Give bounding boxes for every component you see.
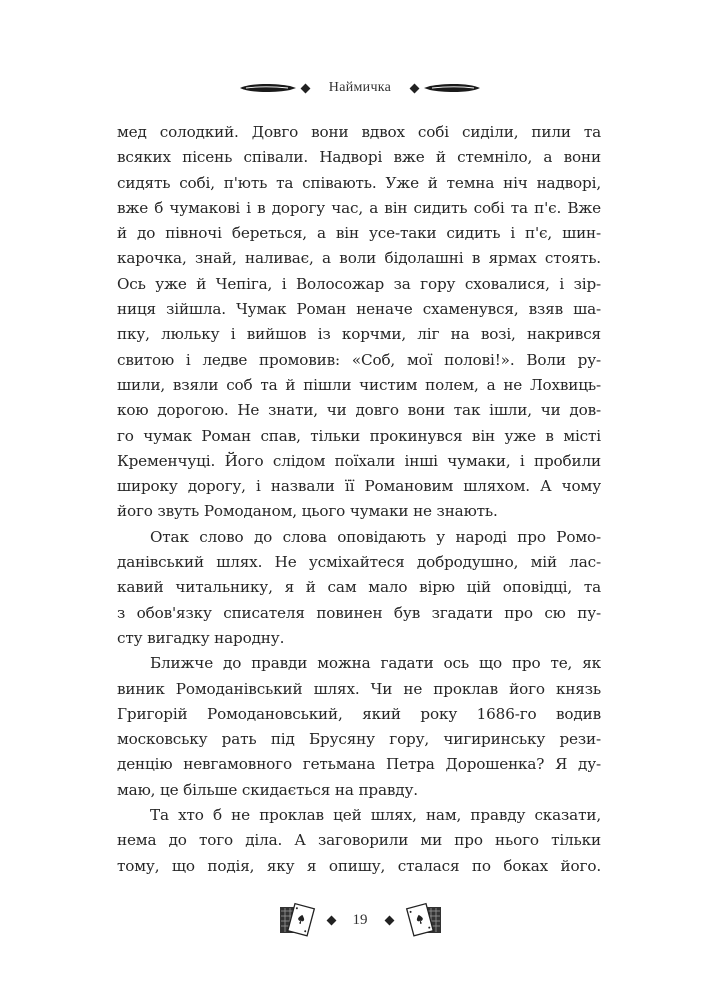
body-text: [117, 120, 601, 879]
text-line: нема до того діла. А заговорили ми про нього тільки: [117, 831, 601, 850]
text-line: Кременчуці. Його слідом поїхали інші чумаки, і пробили: [117, 451, 601, 470]
page-number: 19: [352, 911, 368, 928]
text-line: тому, що подія, яку я опишу, сталася по боках його.: [117, 856, 601, 875]
feather-ornament-right-icon: [424, 82, 480, 94]
text-line: ниця зійшла. Чумак Роман неначе схаменувся, взяв ша-: [117, 300, 601, 319]
playing-cards-left-icon: [278, 901, 316, 939]
text-line: всяких пісень співали. Надворі вже й стемніло, а вони: [117, 148, 601, 167]
text-line: данівський шлях. Не усміхайтеся добродушно, мій лас-: [117, 553, 601, 572]
running-title: Наймичка: [328, 80, 392, 95]
text-line: кою дорогою. Не знати, чи довго вони так ішли, чи дов-: [117, 401, 601, 420]
text-line: го чумак Роман спав, тільки прокинувся він уже в місті: [117, 426, 601, 445]
text-line: його звуть Ромоданом, цього чумаки не знають.: [117, 502, 498, 521]
text-line: сту вигадку народну.: [117, 628, 285, 647]
feather-ornament-left-icon: [240, 82, 296, 94]
text-line: денцію невгамовного гетьмана Петра Дорошенка? Я ду-: [117, 755, 601, 774]
text-line: виник Ромоданівський шлях. Чи не проклав його князь: [117, 679, 601, 698]
text-line: Ближче до правди можна гадати ось що про те, як: [150, 654, 601, 673]
text-line: Ось уже й Чепіга, і Волосожар за гору сховалися, і зір-: [117, 274, 601, 293]
text-line: широку дорогу, і назвали її Романовим шляхом. А чому: [117, 477, 601, 496]
text-line: Григорій Ромодановський, який року 1686-го водив: [117, 704, 601, 723]
text-line: з обов'язку списателя повинен був згадати про сю пу-: [117, 603, 601, 622]
text-line: кавий читальнику, я й сам мало вірю цій оповідці, та: [117, 578, 601, 597]
diamond-footer-right-icon: [384, 915, 394, 925]
text-line: пку, люльку і вийшов із корчми, ліг на возі, накрився: [117, 325, 601, 344]
text-line: й до півночі береться, а він усе-таки сидить і п'є, шин-: [117, 224, 601, 243]
text-line: мед солодкий. Довго вони вдвох собі сиділи, пили та: [117, 123, 601, 141]
text-line: карочка, знай, наливає, а воли бідолашні в ярмах стоять.: [117, 249, 601, 268]
page-footer: [0, 898, 720, 942]
text-line: сидять собі, п'ють та співають. Уже й темна ніч надворі,: [117, 173, 601, 192]
text-line: вже б чумакові і в дорогу час, а він сидить собі та п'є. Вже: [117, 198, 601, 217]
text-line: маю, це більше скидається на правду.: [117, 780, 418, 799]
text-line: свитою і ледве промовив: «Соб, мої полові!». Воли ру-: [117, 350, 601, 369]
diamond-left-icon: [300, 83, 310, 93]
diamond-right-icon: [410, 83, 420, 93]
running-header: [0, 76, 720, 100]
text-line: Та хто б не проклав цей шлях, нам, правду сказати,: [150, 806, 601, 825]
text-line: московську рать під Брусяну гору, чигиринську рези-: [117, 730, 601, 749]
diamond-footer-left-icon: [326, 915, 336, 925]
text-line: Отак слово до слова оповідають у народі про Ромо-: [150, 527, 601, 546]
text-line: шили, взяли соб та й пішли чистим полем, а не Лохвиць-: [117, 375, 601, 394]
playing-cards-right-icon: [405, 901, 443, 939]
